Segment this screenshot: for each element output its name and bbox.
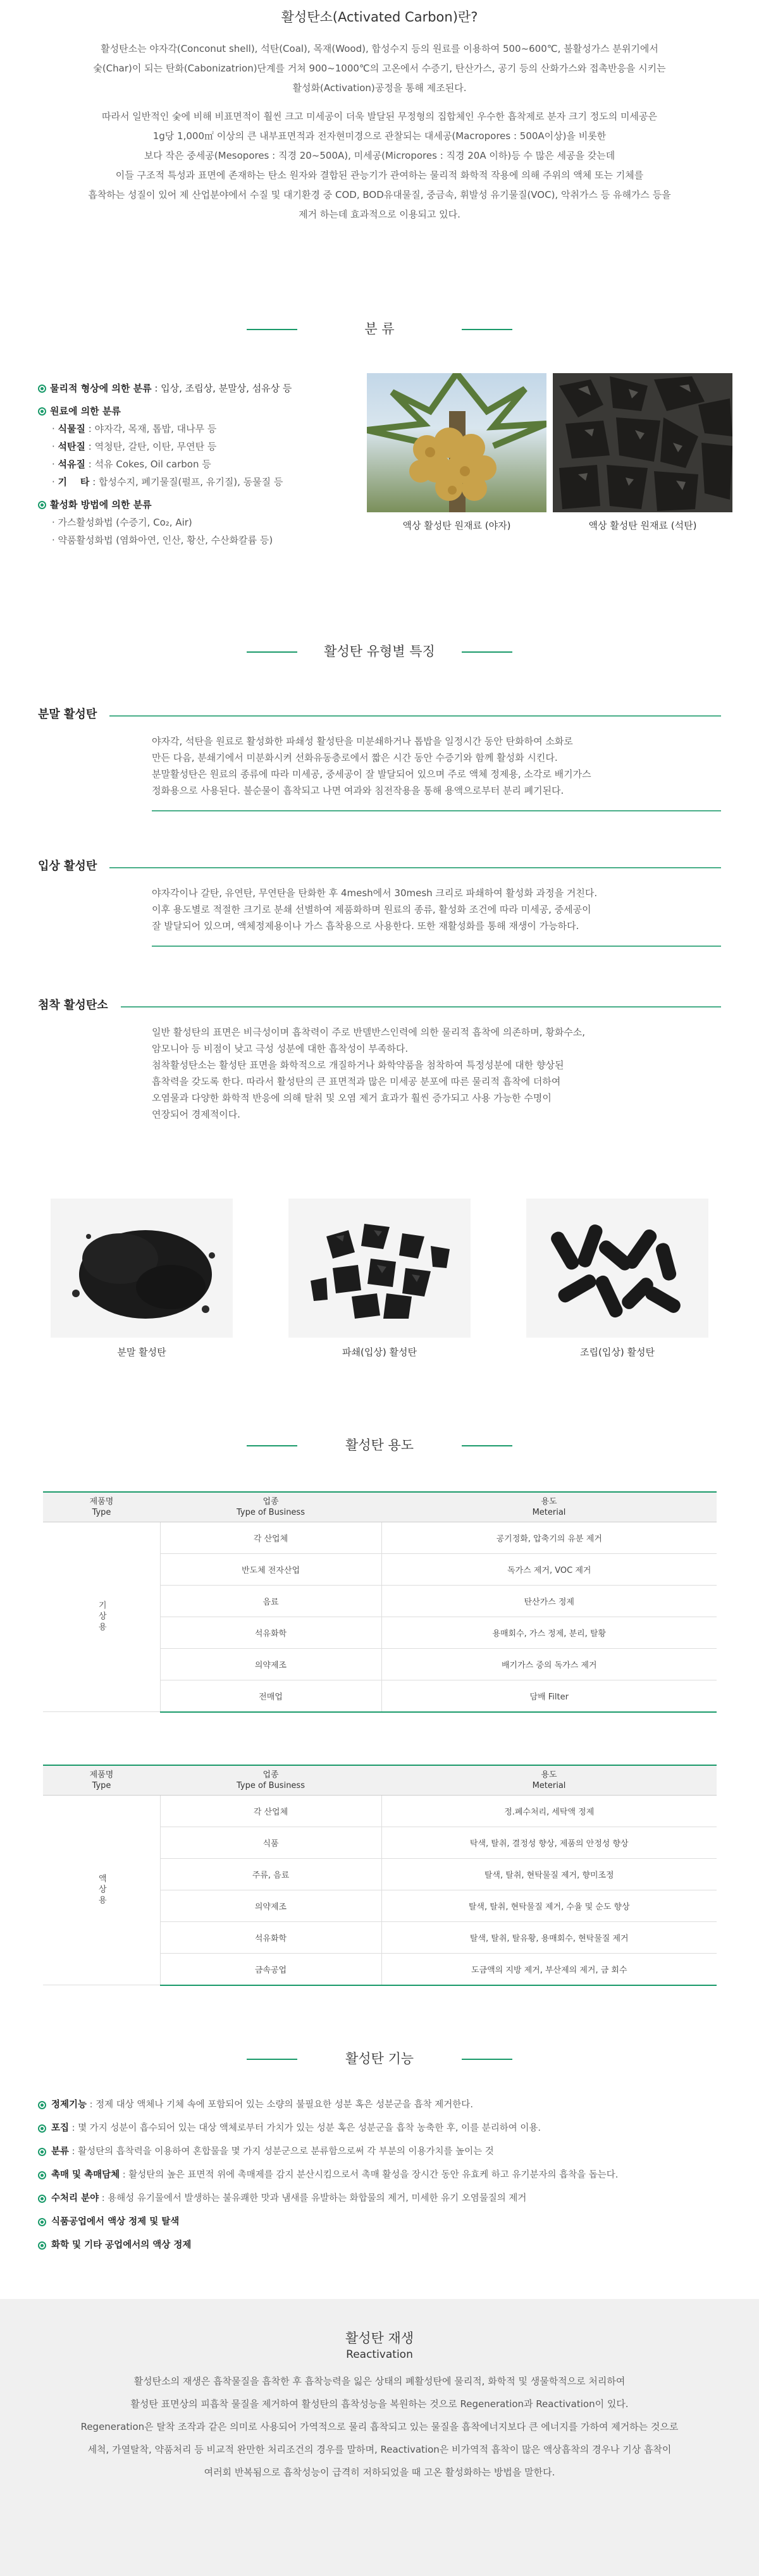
class-material-list bbox=[38, 420, 354, 491]
circle-bullet-icon bbox=[38, 385, 46, 393]
photo-caption: 파쇄(입상) 활성탄 bbox=[342, 1347, 417, 1358]
intro-line: 따라서 일반적인 숯에 비해 비표면적이 훨씬 크고 미세공이 더욱 발달된 무정형의 집합체인 우수한 흡착제로 분자 크기 정도의 미세공은 bbox=[101, 111, 657, 122]
liquid-use-table bbox=[43, 1765, 717, 1986]
coal-photo bbox=[553, 373, 732, 512]
list-item: · 가스활성화법 (수증기, Co₂, Air) bbox=[52, 517, 192, 528]
intro-section bbox=[0, 0, 759, 285]
table-row: 식품 탁색, 탈취, 결정성 향상, 제품의 안정성 향상 bbox=[43, 1827, 717, 1859]
title-divider-left bbox=[247, 329, 297, 330]
uses-title-wrap bbox=[0, 1429, 759, 1461]
table-row: 반도체 전자산업 독가스 제거, VOC 제거 bbox=[43, 1554, 717, 1586]
photo-caption: 조립(입상) 활성탄 bbox=[580, 1347, 655, 1358]
circle-bullet-icon bbox=[38, 407, 46, 416]
intro-body bbox=[0, 33, 759, 225]
title-divider-left bbox=[247, 2059, 297, 2060]
powder-carbon-photo bbox=[51, 1199, 233, 1338]
list-item: · 석유질 : 석유 Cokes, Oil carbon 등 bbox=[52, 459, 211, 470]
types-title: 활성탄 유형별 특징 bbox=[324, 644, 435, 659]
intro-title: 활성탄소(Activated Carbon)란? bbox=[281, 9, 478, 25]
title-divider-right bbox=[462, 2059, 512, 2060]
type-block-impregnated bbox=[38, 996, 721, 1123]
type-name: 입상 활성탄 bbox=[38, 860, 97, 873]
functions-title-wrap bbox=[0, 2043, 759, 2074]
intro-paragraph bbox=[76, 107, 683, 225]
list-item: 포집 : 몇 가지 성분이 흡수되어 있는 대상 액체로부터 가치가 있는 성분 혹은 성분군을 흡착 농축한 후, 이를 분리하여 이용. bbox=[38, 2117, 734, 2140]
regeneration-section bbox=[0, 2299, 759, 2576]
circle-bullet-icon bbox=[38, 501, 46, 509]
table-row: 음료 탄산가스 정제 bbox=[43, 1586, 717, 1617]
class-group-head: 활성화 방법에 의한 분류 bbox=[50, 499, 152, 510]
intro-line: 보다 작은 중세공(Mesopores : 직경 20~500A), 미세공(Micropores : 직경 20A 이하)등 수 많은 세공을 갖는데 bbox=[144, 150, 615, 161]
title-divider-left bbox=[247, 1445, 297, 1446]
functions-title: 활성탄 기능 bbox=[345, 2051, 414, 2066]
functions-list bbox=[38, 2093, 734, 2257]
list-item: 식품공업에서 액상 정제 및 탈색 bbox=[38, 2210, 734, 2234]
classification-title-wrap bbox=[0, 313, 759, 345]
classification-section bbox=[0, 313, 759, 579]
circle-bullet-icon bbox=[38, 2218, 46, 2226]
list-item: · 약품활성화법 (염화아연, 인산, 황산, 수산화칼륨 등) bbox=[52, 534, 273, 546]
list-item: · 석탄질 : 역청탄, 갈탄, 이탄, 무연탄 등 bbox=[52, 441, 217, 452]
regeneration-body bbox=[0, 2361, 759, 2484]
intro-line: 제거 하는데 효과적으로 이용되고 있다. bbox=[299, 209, 460, 220]
intro-line: 숯(Char)이 되는 탄화(Cabonizatrion)단계를 거쳐 900~1000℃의 고온에서 수증기, 탄산가스, 공기 등의 산화가스와 접촉반응을 시키는 bbox=[93, 63, 666, 74]
types-photos bbox=[51, 1199, 708, 1359]
circle-bullet-icon bbox=[38, 2171, 46, 2179]
functions-section bbox=[0, 2043, 759, 2296]
table-row: 금속공업 도금액의 지방 제거, 부산제의 제거, 금 회수 bbox=[43, 1954, 717, 1985]
types-section bbox=[0, 636, 759, 1395]
circle-bullet-icon bbox=[38, 2124, 46, 2133]
intro-paragraph bbox=[76, 39, 683, 98]
intro-line: 1g당 1,000㎡ 이상의 큰 내부표면적과 전자현미경으로 관찰되는 대세공(Macropores : 500A이상)을 비롯한 bbox=[152, 130, 607, 142]
regeneration-subtitle: Reactivation bbox=[346, 2348, 413, 2361]
classification-list bbox=[38, 379, 354, 549]
type-rule bbox=[121, 1006, 721, 1008]
table-header: 제품명 Type bbox=[43, 1492, 160, 1522]
circle-bullet-icon bbox=[38, 2148, 46, 2156]
circle-bullet-icon bbox=[38, 2101, 46, 2109]
regeneration-title-wrap bbox=[0, 2299, 759, 2361]
table-row: 석유화학 용매회수, 가스 정제, 분리, 탈황 bbox=[43, 1617, 717, 1649]
regen-line: 활성탄소의 재생은 흡착물질을 흡착한 후 흡착능력을 잃은 상태의 폐활성탄에 물리적, 화학적 및 생물학적으로 처리하여 bbox=[133, 2376, 626, 2387]
table-category: 액상용 bbox=[43, 1796, 160, 1985]
type-rule bbox=[109, 867, 721, 868]
coconut-palm-photo bbox=[367, 373, 546, 512]
table-row: 주류, 음료 탈색, 탈취, 현탁물질 제거, 향미조정 bbox=[43, 1859, 717, 1890]
title-divider-right bbox=[462, 329, 512, 330]
class-group-activation bbox=[38, 496, 354, 514]
class-group-shape bbox=[38, 379, 354, 397]
title-divider-left bbox=[247, 651, 297, 653]
type-name: 첨착 활성탄소 bbox=[38, 999, 108, 1012]
type-footer-rule bbox=[152, 810, 721, 811]
pelletized-granular-carbon-photo bbox=[526, 1199, 708, 1338]
class-group-material bbox=[38, 402, 354, 420]
table-row: 의약제조 탈색, 탈취, 현탁물질 제거, 수율 및 순도 향상 bbox=[43, 1890, 717, 1922]
class-activation-list bbox=[38, 514, 354, 549]
type-description: 야자각이나 갈탄, 유연탄, 무연탄을 탄화한 후 4mesh에서 30mesh 크리로 파쇄하여 활성화 과정을 거친다. 이후 용도별로 적절한 크기로 분쇄 선별하여 제품화하며 원료의 종류, 활성화 조건에 따라 미세공, 중세공이 잘 발달되어 있으며, 액체정제용이나 가스 흡착용으로 사용한다. 또한 재활성화를 통해 재생이 가능하다. bbox=[152, 887, 598, 932]
type-footer-rule bbox=[152, 946, 721, 947]
class-group-head: 물리적 형상에 의한 분류 bbox=[50, 383, 152, 394]
list-item: 정제기능 : 정제 대상 액체나 기체 속에 포함되어 있는 소량의 불필요한 성분 혹은 성분군을 흡착 제거한다. bbox=[38, 2093, 734, 2117]
classification-photos bbox=[367, 373, 734, 532]
intro-line: 활성탄소는 야자각(Conconut shell), 석탄(Coal), 목재(Wood), 합성수지 등의 원료를 이용하여 500~600℃, 불활성가스 분위기에서 bbox=[101, 43, 658, 54]
intro-line: 흡착하는 성질이 있어 제 산업분야에서 수질 및 대기환경 중 COD, BOD유대물질, 중금속, 휘발성 유기물질(VOC), 악취가스 등 유해가스 등을 bbox=[88, 189, 671, 200]
list-item: 화학 및 기타 공업에서의 액상 정제 bbox=[38, 2234, 734, 2257]
circle-bullet-icon bbox=[38, 2241, 46, 2250]
list-item: 촉매 및 촉매담체 : 활성탄의 높은 표면적 위에 촉매제를 감지 분산시킴으로서 촉매 활성을 장시간 동안 유효케 하고 유기분자의 흡착을 돕는다. bbox=[38, 2164, 734, 2187]
class-group-head: 원료에 의한 분류 bbox=[50, 405, 121, 417]
table-row: 전매업 담배 Filter bbox=[43, 1680, 717, 1712]
uses-title: 활성탄 용도 bbox=[345, 1438, 414, 1453]
table-row: 액상용 각 산업체 정.폐수처리, 세탁액 정제 bbox=[43, 1796, 717, 1827]
table-header: 용도 Meterial bbox=[381, 1492, 717, 1522]
regen-line: 세척, 가열탈착, 약품처리 등 비교적 완만한 처리조건의 경우를 말하며, Reactivation은 비가역적 흡착이 많은 액상흡착의 경우나 기상 흡착이 bbox=[87, 2444, 672, 2455]
intro-line: 이들 구조적 특성과 표면에 존재하는 탄소 원자와 결합된 관능기가 관여하는 물리적 화학적 작용에 의해 주위의 액체 또는 기체를 bbox=[115, 169, 644, 181]
list-item: 분류 : 활성탄의 흡착력을 이용하여 혼합물을 몇 가지 성분군으로 분류함으로써 각 부분의 이용가치를 높이는 것 bbox=[38, 2140, 734, 2164]
type-rule bbox=[109, 715, 721, 717]
table-header: 업종 Type of Business bbox=[160, 1765, 381, 1796]
gas-use-table bbox=[43, 1491, 717, 1713]
photo-caption: 분말 활성탄 bbox=[117, 1347, 166, 1358]
regen-line: 여러회 반복됨으로 흡착성능이 급격히 저하되었을 때 고온 활성화하는 방법을 말한다. bbox=[204, 2467, 555, 2478]
table-row: 석유화학 탈색, 탈취, 탈유황, 용매회수, 현탁물질 제거 bbox=[43, 1922, 717, 1954]
table-row: 의약제조 배기가스 중의 독가스 제거 bbox=[43, 1649, 717, 1680]
title-divider-right bbox=[462, 1445, 512, 1446]
circle-bullet-icon bbox=[38, 2195, 46, 2203]
list-item: · 기 타 : 합성수지, 폐기물질(펄프, 유기질), 동물질 등 bbox=[52, 476, 283, 488]
uses-section bbox=[0, 1429, 759, 2062]
intro-title-wrap bbox=[0, 1, 759, 33]
regeneration-title: 활성탄 재생 bbox=[345, 2331, 414, 2346]
list-item: · 식물질 : 야자각, 목재, 톱밥, 대나무 등 bbox=[52, 423, 217, 434]
type-block-powder bbox=[38, 705, 721, 811]
photo-caption: 액상 활성탄 원재료 (석탄) bbox=[588, 520, 697, 531]
photo-caption: 액상 활성탄 원재료 (야자) bbox=[402, 520, 511, 531]
type-description: 야자각, 석탄을 원료로 활성화한 파쇄성 활성탄을 미분쇄하거나 톱밥을 일정시간 동안 탄화하여 소화로 만든 다음, 분쇄기에서 미분화시켜 선화유동층로에서 짧은 시간 동안 수증기와 함께 활성화 시킨다. 분말활성탄은 원료의 종류에 따라 미세공, 중세공이 잘 발달되어 있으며 주로 액체 정제용, 소각로 배기가스 정화용으로 사용된다. 불순물이 흡착되고 나면 여과와 침전작용을 통해 용액으로부터 분리 폐기된다. bbox=[152, 736, 591, 796]
type-description: 일반 활성탄의 표면은 비극성이며 흡착력이 주로 반델반스인력에 의한 물리적 흡착에 의존하며, 황화수소, 암모니아 등 비점이 낮고 극성 성분에 대한 흡착성이 부족하다. 첨착활성탄소는 활성탄 표면을 화학적으로 개질하거나 화학약품을 첨착하여 특정성분에 대한 향상된 흡착력을 갖도록 한다. 따라서 활성탄의 큰 표면적과 많은 미세공 분포에 따른 물리적 흡착에 더하여 오염물과 다양한 화학적 반응에 의해 탈취 및 오염 제거 효과가 훨씬 증가되고 사용 가능한 수명이 연장되어 경제적이다. bbox=[152, 1026, 586, 1120]
type-block-granular bbox=[38, 857, 721, 947]
table-category: 기상용 bbox=[43, 1522, 160, 1712]
list-item: 수처리 분야 : 용해성 유기물에서 발생하는 불유쾌한 맛과 냄새를 유발하는 화합물의 제거, 미세한 유기 오염물질의 제거 bbox=[38, 2187, 734, 2210]
regen-line: Regeneration은 탈착 조작과 같은 의미로 사용되어 가역적으로 물리 흡착되고 있는 물질을 흡착에너지보다 큰 에너지를 가하여 제거하는 것으로 bbox=[80, 2421, 679, 2432]
intro-line: 활성화(Activation)공정을 통해 제조된다. bbox=[292, 82, 467, 94]
table-row: 기상용 각 산업체 공기정화, 압축기의 유분 제거 bbox=[43, 1522, 717, 1554]
type-name: 분말 활성탄 bbox=[38, 708, 97, 721]
class-group-inline: : 입상, 조립상, 분말상, 섬유상 등 bbox=[151, 383, 292, 394]
types-title-wrap bbox=[0, 636, 759, 667]
title-divider-right bbox=[462, 651, 512, 653]
table-header: 업종 Type of Business bbox=[160, 1492, 381, 1522]
regen-line: 활성탄 표면상의 피흡착 물질을 제거하여 활성탄의 흡착성능을 복원하는 것으로 Regeneration과 Reactivation이 있다. bbox=[130, 2398, 629, 2410]
classification-title: 분 류 bbox=[364, 321, 395, 336]
crushed-granular-carbon-photo bbox=[288, 1199, 471, 1338]
table-header: 용도 Meterial bbox=[381, 1765, 717, 1796]
table-header: 제품명 Type bbox=[43, 1765, 160, 1796]
